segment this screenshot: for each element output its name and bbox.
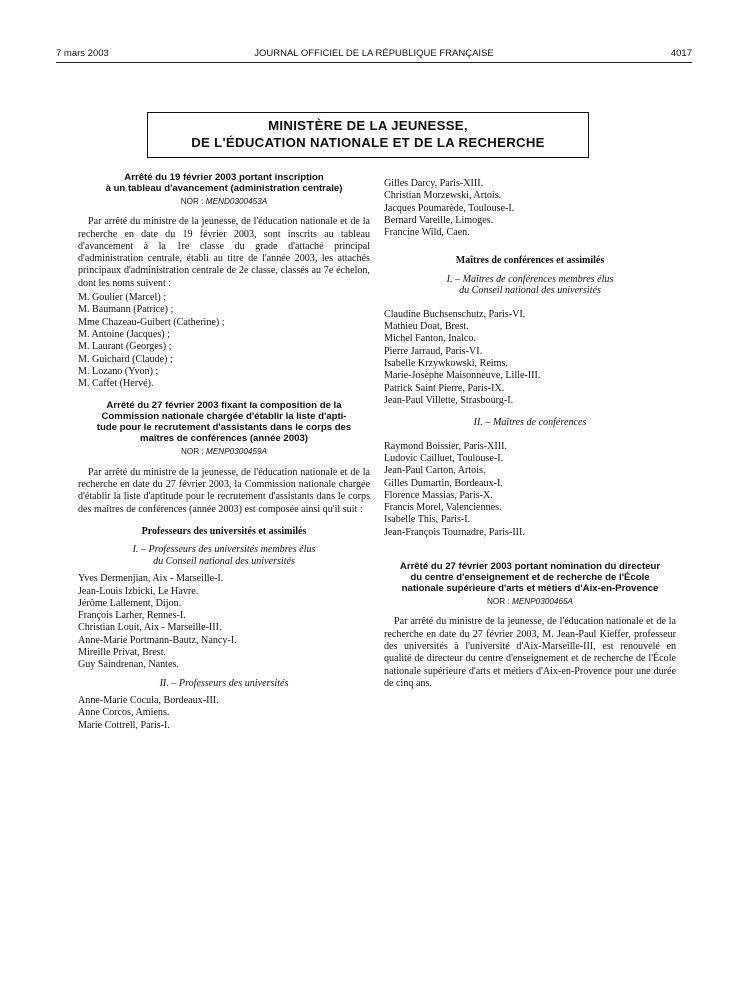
spacer	[78, 390, 370, 400]
ministry-line-1: MINISTÈRE DE LA JEUNESSE,	[268, 118, 468, 133]
article-1-body: Par arrêté du ministre de la jeunesse, de l'éducation nationale et de la recherche en date du 19 février 2003, sont inscrits au tableau d'avancement à la 1re classe du grade d'attaché principal d'administration centrale, établi au titre de l'année 2003, les attachés principaux d'administration centrale de 2e classe, classés au 7e échelon, dont les noms suivent :	[78, 216, 370, 289]
article-1-nor	[78, 196, 370, 208]
article-3-nor	[384, 596, 676, 608]
nor-label: NOR :	[180, 447, 204, 457]
member-list	[78, 695, 370, 732]
header-date: 7 mars 2003	[56, 48, 109, 59]
list-item: Jean-Louis Izbicki, Le Havre.	[78, 585, 199, 597]
article-1-title-line: à un tableau d'avancement (administration centrale)	[105, 183, 343, 194]
article-2-title-line: maîtres de conférences (année 2003)	[140, 433, 308, 445]
article-2	[78, 400, 370, 732]
member-list-continued	[384, 178, 676, 239]
list-item: Gilles Dumartin, Bordeaux-I.	[384, 477, 503, 489]
list-item: Jean-Paul Carton, Artois.	[384, 465, 486, 477]
list-item: Anne Corcos, Amiens.	[78, 707, 170, 719]
list-item: Isabelle Krzywkowski, Reims.	[384, 357, 508, 369]
subsection-title-line: I. – Professeurs des universités membres élus	[132, 544, 316, 556]
member-list	[384, 309, 676, 407]
list-item: Marie Cottrell, Paris-I.	[78, 719, 170, 731]
list-item: Ludovic Cailluet, Toulouse-I.	[384, 452, 504, 464]
list-item: Jérôme Lallement, Dijon.	[78, 597, 182, 609]
article-1-title	[78, 172, 370, 194]
list-item: Claudine Buchsenschutz, Paris-VI.	[384, 308, 526, 320]
list-item: M. Baumann (Patrice) ;	[78, 304, 174, 316]
list-item: M. Lozano (Yvon) ;	[78, 365, 159, 377]
list-item: Mathieu Doat, Brest.	[384, 321, 469, 333]
spacer	[384, 539, 676, 561]
header-page-number: 4017	[670, 48, 692, 59]
article-2-title-line: Commission nationale chargée d'établir la liste d'apti-	[101, 411, 347, 423]
ministry-line-2: DE L'ÉDUCATION NATIONALE ET DE LA RECHERCHE	[191, 135, 545, 150]
list-item: Jean-François Tournadre, Paris-III.	[384, 526, 525, 538]
list-item: Florence Massias, Paris-X.	[384, 489, 493, 501]
article-1-names	[78, 292, 370, 390]
list-item: Isabelle This, Paris-I.	[384, 514, 471, 526]
left-column	[78, 172, 370, 732]
list-item: Raymond Boissier, Paris-XIII.	[384, 440, 507, 452]
list-item: Bernard Vareille, Limoges.	[384, 214, 494, 226]
article-2-title-line: Arrêté du 27 février 2003 fixant la composition de la	[106, 400, 342, 412]
nor-code: MENP0300465A	[512, 597, 574, 607]
list-item: Christian Louit, Aix - Marseille-III.	[78, 622, 222, 634]
article-3-body: Par arrêté du ministre de la jeunesse, de l'éducation nationale et de la recherche en date du 27 février 2003, M. Jean-Paul Kieffer, professeur des universités à l'université d'Aix-Marseille-III, est renouvelé en qualité de directeur du centre d'enseignement et de recherche de l'École nationale supérieure d'arts et métiers d'Aix-en-Provence pour une durée de cinq ans.	[384, 616, 676, 689]
article-3-title	[384, 561, 676, 594]
member-list	[78, 573, 370, 671]
nor-label: NOR :	[486, 597, 510, 607]
right-column	[384, 178, 676, 692]
header-rule	[56, 62, 692, 63]
list-item: Jacques Poumarède, Toulouse-I.	[384, 202, 515, 214]
ministry-box	[147, 112, 589, 158]
list-item: Michel Fanton, Inalco.	[384, 333, 476, 345]
list-item: M. Guichard (Claude) ;	[78, 353, 173, 365]
nor-code: MENP0300459A	[206, 447, 268, 457]
member-list	[384, 441, 676, 539]
article-2-title	[78, 400, 370, 444]
list-item: M. Goulier (Marcel) ;	[78, 292, 167, 304]
list-item: Gilles Darcy, Paris-XIII.	[384, 178, 484, 189]
list-item: Guy Saindrenan, Nantes.	[78, 659, 179, 671]
article-3	[384, 561, 676, 690]
subsection-title: II. – Professeurs des universités	[159, 677, 289, 689]
list-item: Jean-Paul Villette, Strasbourg-I.	[384, 394, 514, 406]
list-item: Mme Chazeau-Guibert (Catherine) ;	[78, 316, 225, 328]
article-1	[78, 172, 370, 390]
list-item: Anne-Marie Portmann-Bautz, Nancy-I.	[78, 634, 237, 646]
header-journal-title: JOURNAL OFFICIEL DE LA RÉPUBLIQUE FRANÇAISE	[254, 48, 494, 59]
subsection-title	[384, 274, 676, 297]
list-item: Mireille Privat, Brest.	[78, 647, 167, 659]
list-item: Anne-Marie Cocula, Bordeaux-III.	[78, 695, 219, 707]
list-item: Francine Wild, Caen.	[384, 227, 470, 239]
list-item: Christian Morzewski, Artois.	[384, 190, 502, 202]
article-1-title-line: Arrêté du 19 février 2003 portant inscription	[124, 172, 324, 183]
list-item: Patrick Saint Pierre, Paris-IX.	[384, 382, 505, 394]
article-3-title-line: du centre d'enseignement et de recherche de l'École	[410, 572, 650, 584]
list-item: M. Antoine (Jacques) ;	[78, 328, 170, 340]
section-title: Professeurs des universités et assimilés	[141, 525, 307, 537]
subsection-title	[78, 544, 370, 567]
list-item: Pierre Jarraud, Paris-VI.	[384, 345, 483, 357]
article-2-body: Par arrêté du ministre de la jeunesse, de l'éducation nationale et de la recherche en date du 27 février 2003, la Commission nationale chargée d'établir la liste d'aptitude pour le recrutement d'assistants dans le corps des maîtres de conférences (année 2003) est composée ainsi qu'il suit :	[78, 466, 370, 515]
list-item: M. Laurant (Georges) ;	[78, 341, 172, 353]
article-3-title-line: Arrêté du 27 février 2003 portant nomination du directeur	[399, 561, 661, 573]
article-2-nor	[78, 446, 370, 458]
list-item: Marie-Josèphe Maisonneuve, Lille-III.	[384, 370, 541, 382]
nor-code: MEND0300453A	[205, 197, 268, 206]
list-item: Yves Dermenjian, Aix - Marseille-I.	[78, 573, 224, 585]
subsection-title-line: I. – Maîtres de conférences membres élus	[446, 273, 614, 285]
list-item: M. Caffet (Hervé).	[78, 378, 154, 390]
list-item: Francis Morel, Valenciennes.	[384, 502, 502, 514]
subsection-title-line: du Conseil national des universités	[459, 285, 601, 297]
article-2-title-line: tude pour le recrutement d'assistants dans le corps des	[96, 422, 352, 434]
subsection-title-line: du Conseil national des universités	[153, 555, 295, 567]
article-3-title-line: nationale supérieure d'arts et métiers d'Aix-en-Provence	[401, 583, 659, 595]
list-item: François Larher, Rennes-I.	[78, 610, 186, 622]
spacer	[384, 407, 676, 417]
subsection-title: II. – Maîtres de conférences	[473, 417, 587, 429]
section-title: Maîtres de conférences et assimilés	[455, 255, 605, 267]
nor-label: NOR :	[180, 197, 204, 206]
